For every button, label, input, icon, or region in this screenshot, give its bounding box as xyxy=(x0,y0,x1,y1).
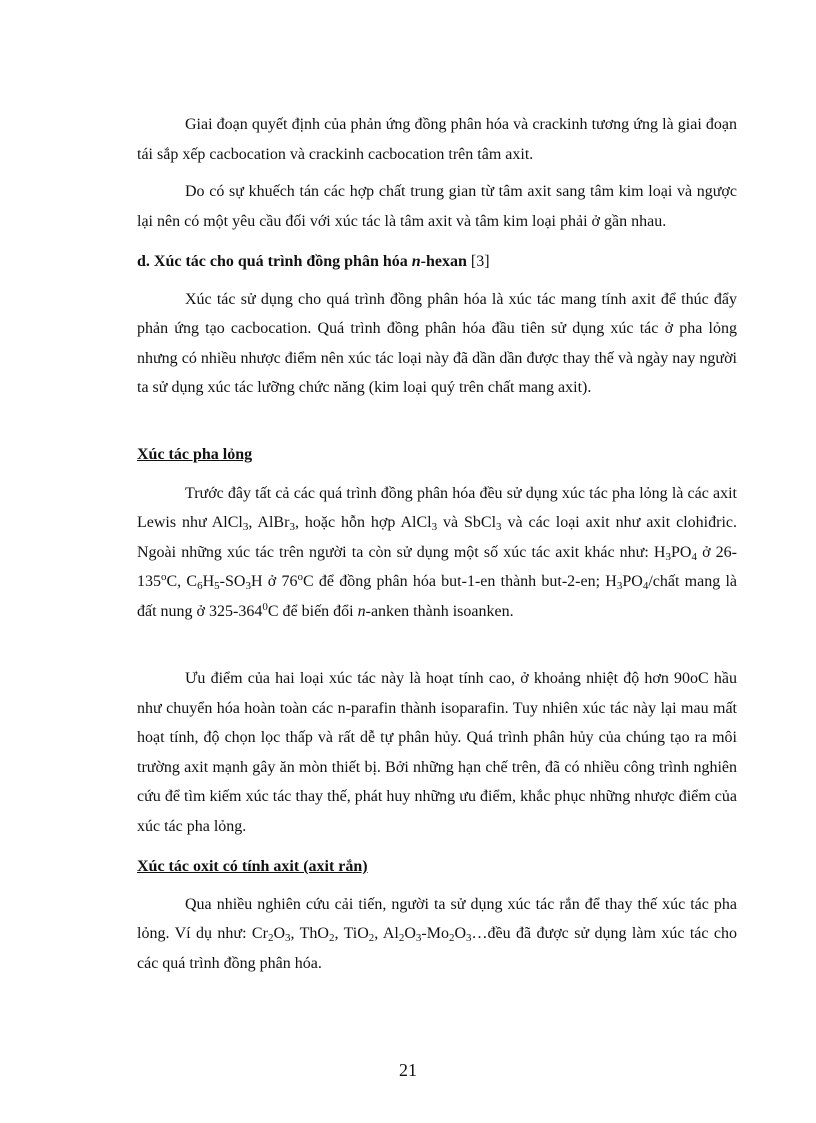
p6-sub: 2 xyxy=(398,932,405,944)
p4-sup: o xyxy=(297,571,303,583)
p4-sub: 3 xyxy=(245,580,251,592)
heading-d-ref: [3] xyxy=(466,253,490,270)
page-number: 21 xyxy=(399,1060,417,1080)
p4-text: -SO xyxy=(219,573,246,590)
paragraph-5: Ưu điểm của hai loại xúc tác này là hoạt tính cao, ở khoảng nhiệt độ hơn 90oC hầu như chuyển hóa hoàn toàn các n-parafin thành isoparafin. Tuy nhiên xúc tác này lại mau mất hoạt tính, độ chọn lọc thấp và rất dễ tự phân hủy. Quá trình phân hủy của chúng tạo ra môi trường axit mạnh gây ăn mòn thiết bị. Bởi những hạn chế trên, đã có nhiều công trình nghiên cứu để tìm kiếm xúc tác thay thế, phát huy những ưu điểm, khắc phục những nhược điểm của xúc tác pha lỏng. xyxy=(137,670,737,835)
paragraph-3: Xúc tác sử dụng cho quá trình đồng phân hóa là xúc tác mang tính axit để thúc đẩy phản ứng tạo cacbocation. Quá trình đồng phân hóa đầu tiên sử dụng xúc tác ở pha lỏng nhưng có nhiều nhược điểm nên xúc tác loại này đã dần dần được thay thế và ngày nay người ta sử dụng xúc tác lưỡng chức năng (kim loại quý trên chất mang axit). xyxy=(137,290,737,396)
p6-text: , TiO xyxy=(334,925,369,942)
p4-text: và các loại axit như axit clohiđric. Ngoài những xúc tác trên người ta còn sử dụng một số xúc tác axit khác như: H xyxy=(137,514,737,561)
p6-sub: 2 xyxy=(328,932,335,944)
paragraph-4 xyxy=(137,479,737,627)
p6-sub: 3 xyxy=(466,932,472,944)
p4-text: C để đồng phân hóa but-1-en thành but-2-en; H xyxy=(302,573,617,590)
p6-text: O xyxy=(454,925,467,942)
heading-d-italic: n xyxy=(411,253,421,270)
p4-text: PO xyxy=(670,543,692,561)
heading-d-suffix: -hexan xyxy=(420,253,467,270)
p4-text: , hoặc hỗn hợp AlCl xyxy=(294,514,432,531)
p6-text: O xyxy=(273,925,285,942)
p4-sub: 3 xyxy=(496,521,502,533)
p6-sub: 2 xyxy=(368,932,375,944)
p6-sub: 2 xyxy=(267,932,274,944)
p4-text: /chất mang là đất nung ở 325-364 xyxy=(137,573,738,620)
heading-d-prefix: d. Xúc tác cho quá trình đồng phân hóa xyxy=(137,253,412,270)
p6-text: …đều đã được sử dụng làm xúc tác cho các quá trình đồng phân hóa. xyxy=(137,925,737,972)
p4-text: -anken thành isoanken. xyxy=(365,602,514,620)
p4-sub: 3 xyxy=(289,521,295,533)
p4-text: H xyxy=(202,573,215,590)
p4-sub: 6 xyxy=(197,580,203,592)
p4-text: Trước đây tất cả các quá trình đồng phân hóa đều sử dụng xúc tác pha lỏng là các axit Lewis như AlCl xyxy=(137,484,737,531)
heading-solid-acid-catalyst: Xúc tác oxit có tính axit (axit rắn) xyxy=(137,858,368,875)
paragraph-1: Giai đoạn quyết định của phản ứng đồng phân hóa và crackinh tương ứng là giai đoạn tái sắp xếp cacbocation và crackinh cacbocation trên tâm axit. xyxy=(137,116,737,163)
p6-sub: 3 xyxy=(415,932,422,944)
heading-liquid-catalyst: Xúc tác pha lỏng xyxy=(137,446,253,463)
p4-text: C để biến đổi xyxy=(267,602,358,620)
p6-text: , ThO xyxy=(290,925,329,942)
text-block-1 xyxy=(137,110,737,236)
p4-sup: 0 xyxy=(262,600,268,613)
text-block-4 xyxy=(137,664,737,841)
p6-text: O xyxy=(404,925,416,942)
paragraph-6 xyxy=(137,890,737,979)
p4-text: C, C xyxy=(166,573,198,590)
p6-text: , Al xyxy=(374,925,399,942)
p4-sub: 4 xyxy=(691,550,697,563)
p4-text: và SbCl xyxy=(437,514,497,531)
text-block-2 xyxy=(137,247,737,403)
p4-sub: 3 xyxy=(242,521,249,533)
heading-d xyxy=(137,247,737,277)
p6-text: -Mo xyxy=(421,925,449,942)
p4-sub: 3 xyxy=(616,580,623,592)
paragraph-2: Do có sự khuếch tán các hợp chất trung gian từ tâm axit sang tâm kim loại và ngược lại nên có một yêu cầu đối với xúc tác là tâm axit và tâm kim loại phải ở gần nhau. xyxy=(137,183,737,230)
p4-sub: 3 xyxy=(665,550,671,563)
p4-sup: o xyxy=(161,571,167,583)
p6-sub: 3 xyxy=(285,932,291,944)
p4-text: ở 26-135 xyxy=(137,543,737,590)
p6-text: Qua nhiều nghiên cứu cải tiến, người ta sử dụng xúc tác rắn để thay thế xúc tác pha lỏng. Ví dụ như: Cr xyxy=(137,895,737,942)
p4-sub: 3 xyxy=(431,521,438,533)
text-block-5 xyxy=(137,852,737,978)
text-block-3 xyxy=(137,440,737,626)
p4-text: , AlBr xyxy=(248,514,290,531)
p4-italic: n xyxy=(357,602,366,620)
p4-text: H ở 76 xyxy=(250,573,298,590)
p6-sub: 2 xyxy=(448,932,455,944)
p4-sub: 5 xyxy=(214,580,220,592)
p4-sub: 4 xyxy=(642,580,649,592)
p4-text: PO xyxy=(622,573,643,590)
